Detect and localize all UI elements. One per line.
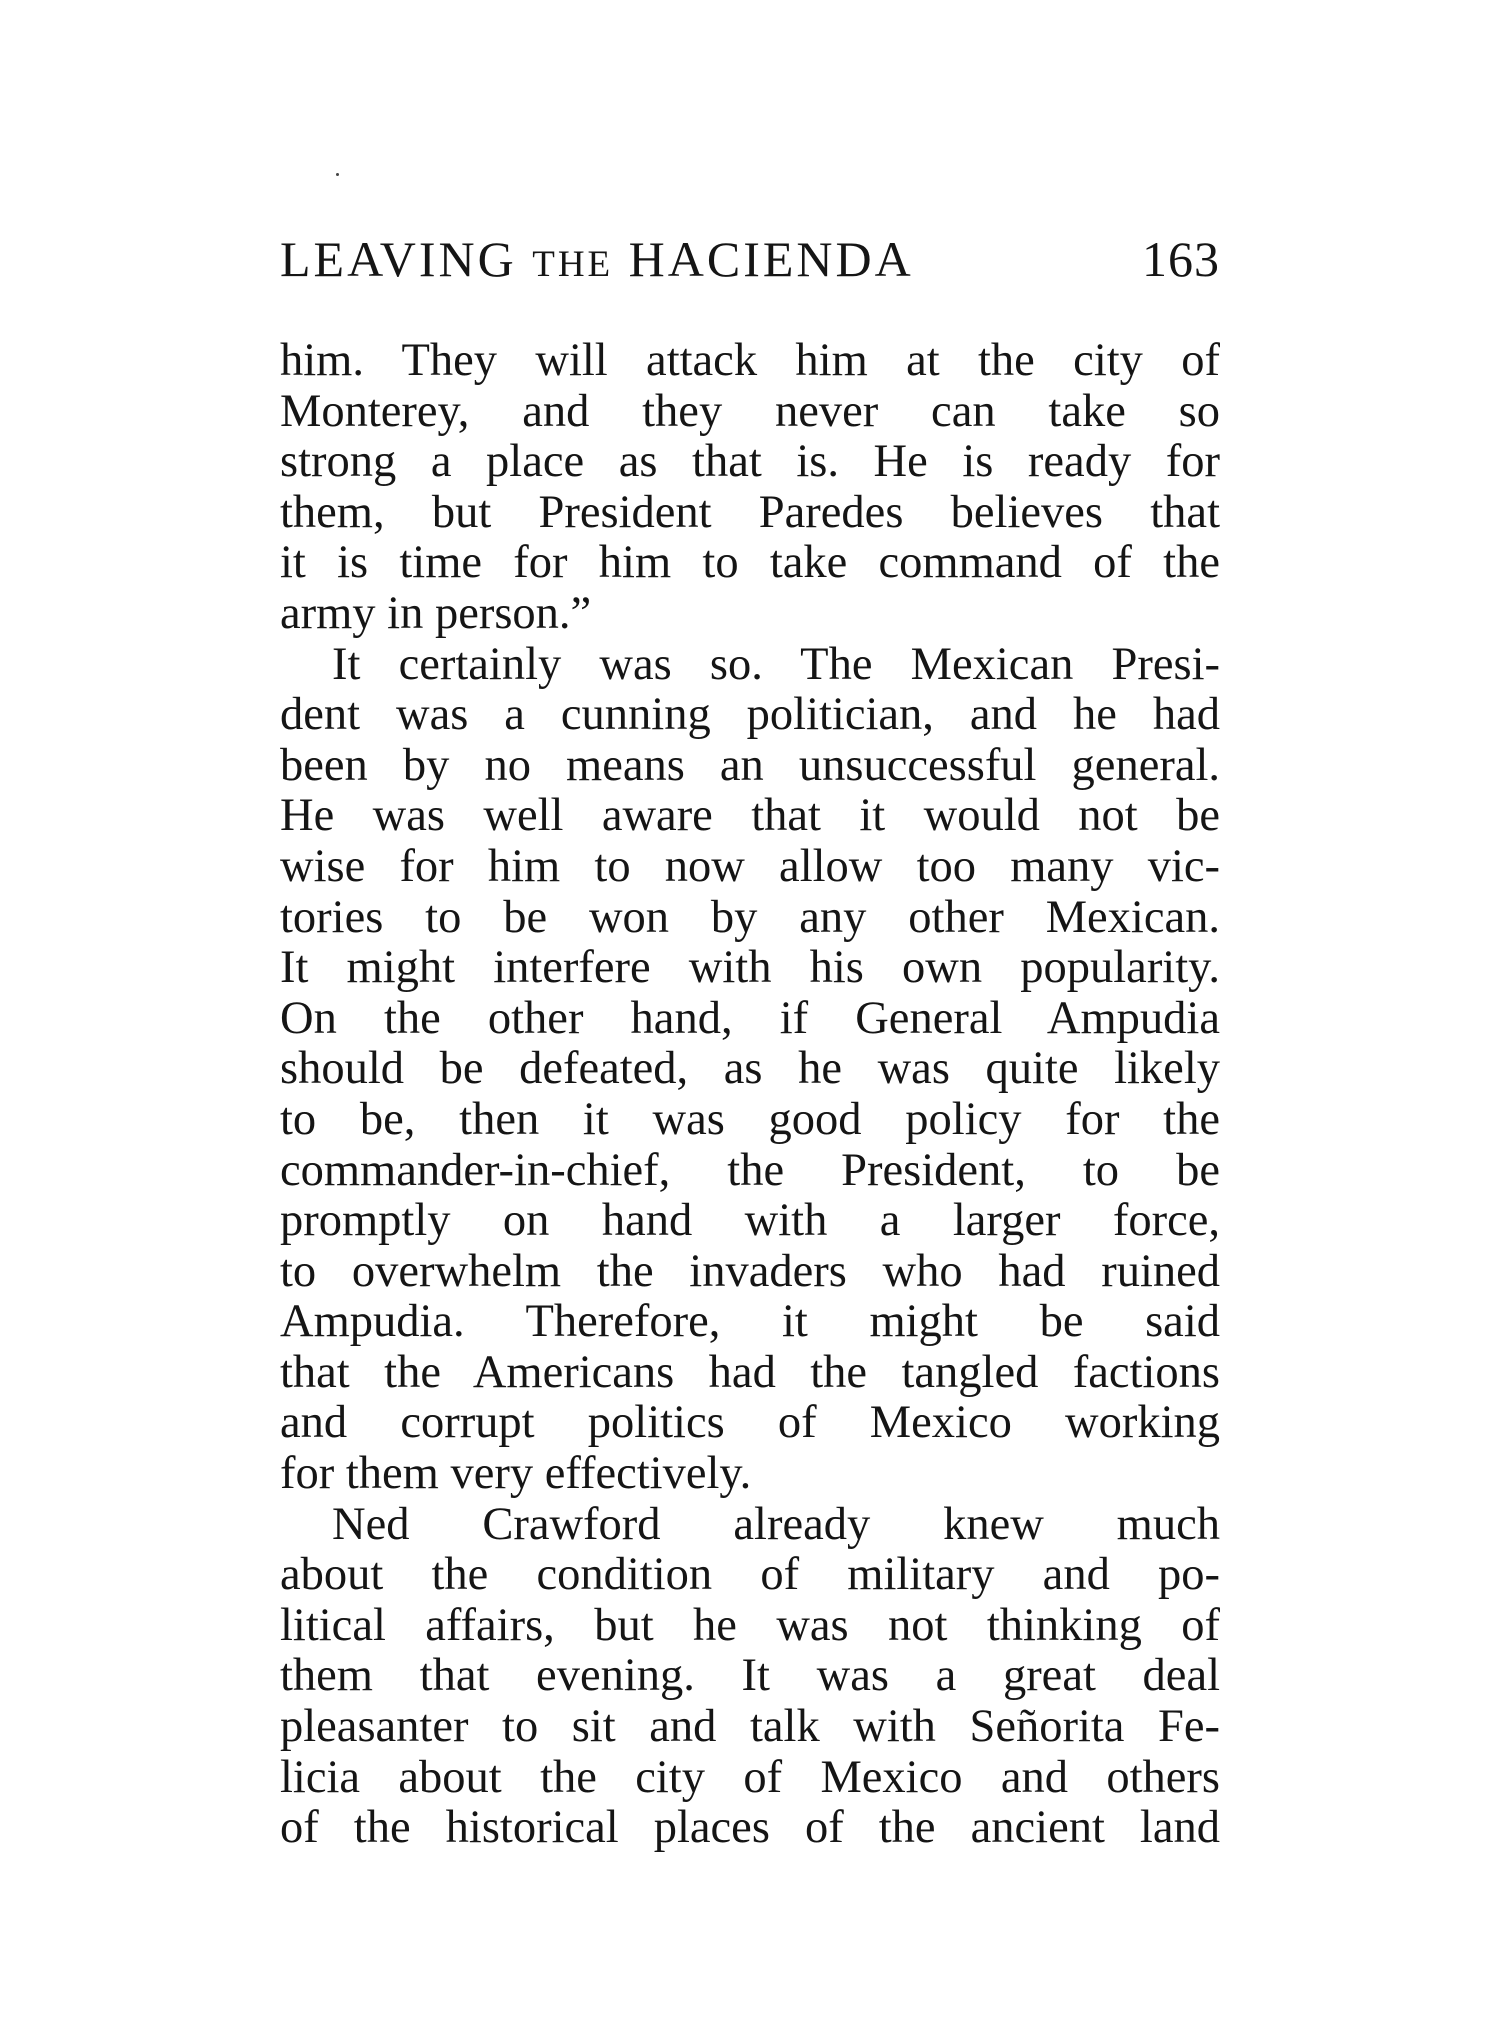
text-line: licia about the city of Mexico and others: [280, 1751, 1220, 1803]
text-line: tories to be won by any other Mexican.: [280, 891, 1220, 943]
paragraph-start: It certainly was so. The Mexican Presi-: [332, 638, 1220, 690]
text-line: him. They will attack him at the city of: [280, 335, 1220, 386]
text-line: been by no means an unsuccessful general.: [280, 739, 1220, 791]
page-number: 163: [1142, 231, 1220, 287]
text-line: to be, then it was good policy for the: [280, 1093, 1220, 1145]
text-line: and corrupt politics of Mexico working: [280, 1397, 1220, 1449]
paragraph-start: Ned Crawford already knew much: [332, 1498, 1220, 1550]
text-line: them that evening. It was a great deal: [280, 1650, 1220, 1702]
text-line: wise for him to now allow too many vic-: [280, 840, 1220, 892]
text-line: promptly on hand with a larger force,: [280, 1195, 1220, 1247]
text-line: pleasanter to sit and talk with Señorita Fe-: [280, 1701, 1220, 1753]
text-line: of the historical places of the ancient land: [280, 1802, 1220, 1854]
text-line: to overwhelm the invaders who had ruined: [280, 1245, 1220, 1297]
text-line: dent was a cunning politician, and he had: [280, 689, 1220, 741]
text-line: them, but President Paredes believes that: [280, 486, 1220, 538]
text-line: He was well aware that it would not be: [280, 790, 1220, 842]
title-word-leaving: LEAVING: [280, 231, 533, 287]
text-line: strong a place as that is. He is ready for: [280, 436, 1220, 488]
body-text: [280, 336, 1220, 1854]
title-word-the: THE: [532, 244, 614, 285]
text-line: litical affairs, but he was not thinking of: [280, 1599, 1220, 1651]
text-line: should be defeated, as he was quite likely: [280, 1043, 1220, 1095]
text-line: It might interfere with his own popularity.: [280, 942, 1220, 994]
text-line: Ampudia. Therefore, it might be said: [280, 1296, 1220, 1348]
text-line: it is time for him to take command of the: [280, 537, 1220, 589]
text-line: army in person.”: [280, 587, 592, 639]
title-word-hacienda: HACIENDA: [613, 231, 914, 287]
text-line: Monterey, and they never can take so: [280, 385, 1220, 437]
text-line: that the Americans had the tangled factions: [280, 1346, 1220, 1398]
text-line: about the condition of military and po-: [280, 1549, 1220, 1601]
text-line: On the other hand, if General Ampudia: [280, 992, 1220, 1044]
text-line: commander-in-chief, the President, to be: [280, 1144, 1220, 1196]
running-title: [280, 230, 914, 288]
print-speck: [336, 173, 339, 176]
running-header: [280, 230, 1220, 300]
text-line: for them very effectively.: [280, 1448, 752, 1500]
